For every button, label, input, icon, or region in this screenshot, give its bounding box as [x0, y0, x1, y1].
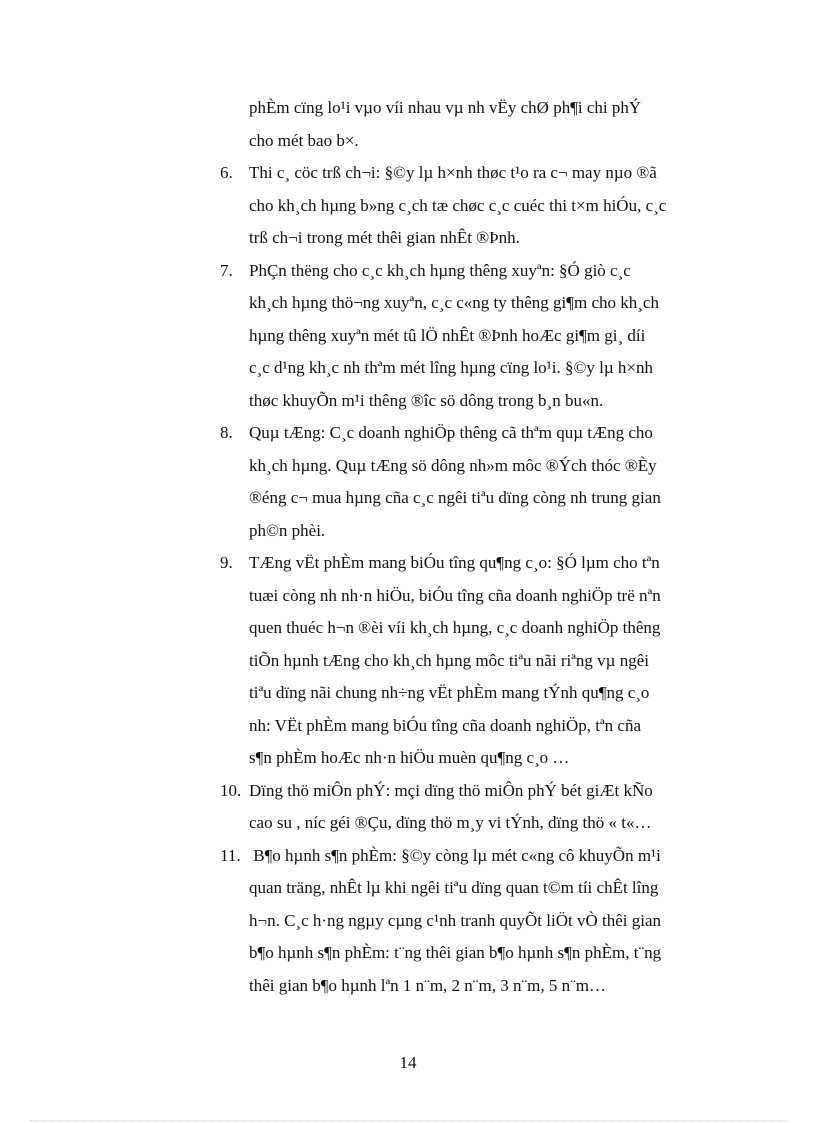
text-run: tiÕn hµnh tÆng cho kh¸ch hµng môc tiªu nãi riªng vµ ngêi: [249, 650, 649, 670]
text-run: thøc khuyÕn m¹i thêng ®îc sö dông trong b¸n bu«n.: [249, 390, 604, 410]
text-run: tiªu dïng nãi chung nh÷ng vËt phÈm mang tÝnh qu¶ng c¸o: [249, 683, 650, 702]
text-run: tuæi còng nh nh·n hiÖu, biÓu tîng cña doanh nghiÖp trë nªn: [249, 585, 661, 605]
text-run: Dïng thö miÔn phÝ: mçi dïng thö miÔn phÝ bét giÆt kÑo: [249, 780, 653, 800]
text-line: [220, 872, 732, 905]
text-run: nh: VËt phÈm mang biÓu tîng cña doanh nghiÖp, tªn cña: [249, 715, 642, 735]
text-line: [220, 905, 732, 938]
text-run: B¶o hµnh s¶n phÈm: §©y còng lµ mét c«ng cô khuyÕn m¹i: [249, 845, 661, 865]
text-line: [220, 970, 732, 1003]
text-run: quen thuéc h¬n ®èi víi kh¸ch hµng, c¸c doanh nghiÖp thêng: [249, 618, 661, 637]
list-number: 10.: [220, 780, 242, 800]
text-line: [220, 92, 732, 125]
text-run: Thi c¸ cöc trß ch¬i: §©y lµ h×nh thøc t¹o ra c¬ may nµo ®ã: [249, 163, 657, 182]
text-line: [220, 190, 732, 223]
text-run: PhÇn thëng cho c¸c kh¸ch hµng thêng xuyªn: §Ó giò c¸c: [249, 260, 631, 280]
text-run: Quµ tÆng: C¸c doanh nghiÖp thêng cã thªm quµ tÆng cho: [249, 423, 653, 442]
text-line: [220, 320, 732, 353]
text-run: c¸c d¹ng kh¸c nh thªm mét lîng hµng cïng lo¹i. §©y lµ h×nh: [249, 358, 654, 377]
text-line: [220, 612, 732, 645]
text-run: thêi gian b¶o hµnh lªn 1 n¨m, 2 n¨m, 3 n¨m, 5 n¨m…: [249, 975, 606, 995]
list-number: 8.: [220, 423, 233, 442]
text-run: cho kh¸ch hµng b»ng c¸ch tæ chøc c¸c cuéc thi t×m hiÓu, c¸c: [249, 195, 667, 215]
text-run: b¶o hµnh s¶n phÈm: t¨ng thêi gian b¶o hµnh s¶n phÈm, t¨ng: [249, 943, 662, 962]
page-number: 14: [399, 1053, 417, 1072]
text-run: hµng thêng xuyªn mét tû lÖ nhÊt ®Þnh hoÆc gi¶m gi¸ díi: [249, 325, 646, 345]
text-run: phÈm cïng lo¹i vµo víi nhau vµ nh vËy chØ ph¶i chi phÝ: [249, 98, 642, 117]
text-line: [220, 677, 732, 710]
page-bottom-divider: [30, 1120, 786, 1121]
list-item-9: [220, 547, 732, 580]
text-run: trß ch¬i trong mét thêi gian nhÊt ®Þnh.: [249, 228, 520, 247]
list-number: 11.: [220, 845, 241, 865]
text-line: [220, 645, 732, 678]
text-line: [220, 937, 732, 970]
text-run: ®éng c¬ mua hµng cña c¸c ngêi tiªu dïng còng nh trung gian: [249, 488, 661, 507]
text-line: [220, 580, 732, 613]
text-run: h¬n. C¸c h·ng ngµy cµng c¹nh tranh quyÕt liÖt vÒ thêi gian: [249, 910, 661, 930]
text-line: [220, 287, 732, 320]
text-line: [220, 710, 732, 743]
text-run: ph©n phèi.: [249, 520, 326, 540]
list-number: 7.: [220, 260, 233, 280]
text-line: [220, 352, 732, 385]
text-line: [220, 515, 732, 548]
text-run: quan träng, nhÊt lµ khi ngêi tiªu dïng quan t©m tíi chÊt lîng: [249, 878, 659, 897]
list-item-7: [220, 255, 732, 288]
text-line: [220, 222, 732, 255]
text-run: TÆng vËt phÈm mang biÓu tîng qu¶ng c¸o: §Ó lµm cho tªn: [249, 553, 660, 572]
text-line: [220, 385, 732, 418]
list-item-11: [220, 840, 732, 873]
text-line: [220, 807, 732, 840]
list-item-10: [220, 775, 732, 808]
text-run: s¶n phÈm hoÆc nh·n hiÖu muèn qu¶ng c¸o …: [249, 748, 570, 767]
text-line: [220, 482, 732, 515]
text-run: kh¸ch hµng. Quµ tÆng sö dông nh»m môc ®Ých thóc ®Èy: [249, 455, 657, 475]
text-run: kh¸ch hµng thö¬ng xuyªn, c¸c c«ng ty thêng gi¶m cho kh¸ch: [249, 293, 659, 312]
text-line: [220, 742, 732, 775]
list-number: 6.: [220, 163, 233, 182]
text-line: [220, 125, 732, 158]
page-body: [220, 92, 732, 1002]
list-number: 9.: [220, 553, 233, 572]
list-item-8: [220, 417, 732, 450]
text-line: [220, 450, 732, 483]
list-item-6: [220, 157, 732, 190]
text-run: cao su , níc géi ®Çu, dïng thö m¸y vi tÝnh, dïng thö « t«…: [249, 813, 652, 832]
text-run: cho mét bao b×.: [249, 130, 359, 150]
